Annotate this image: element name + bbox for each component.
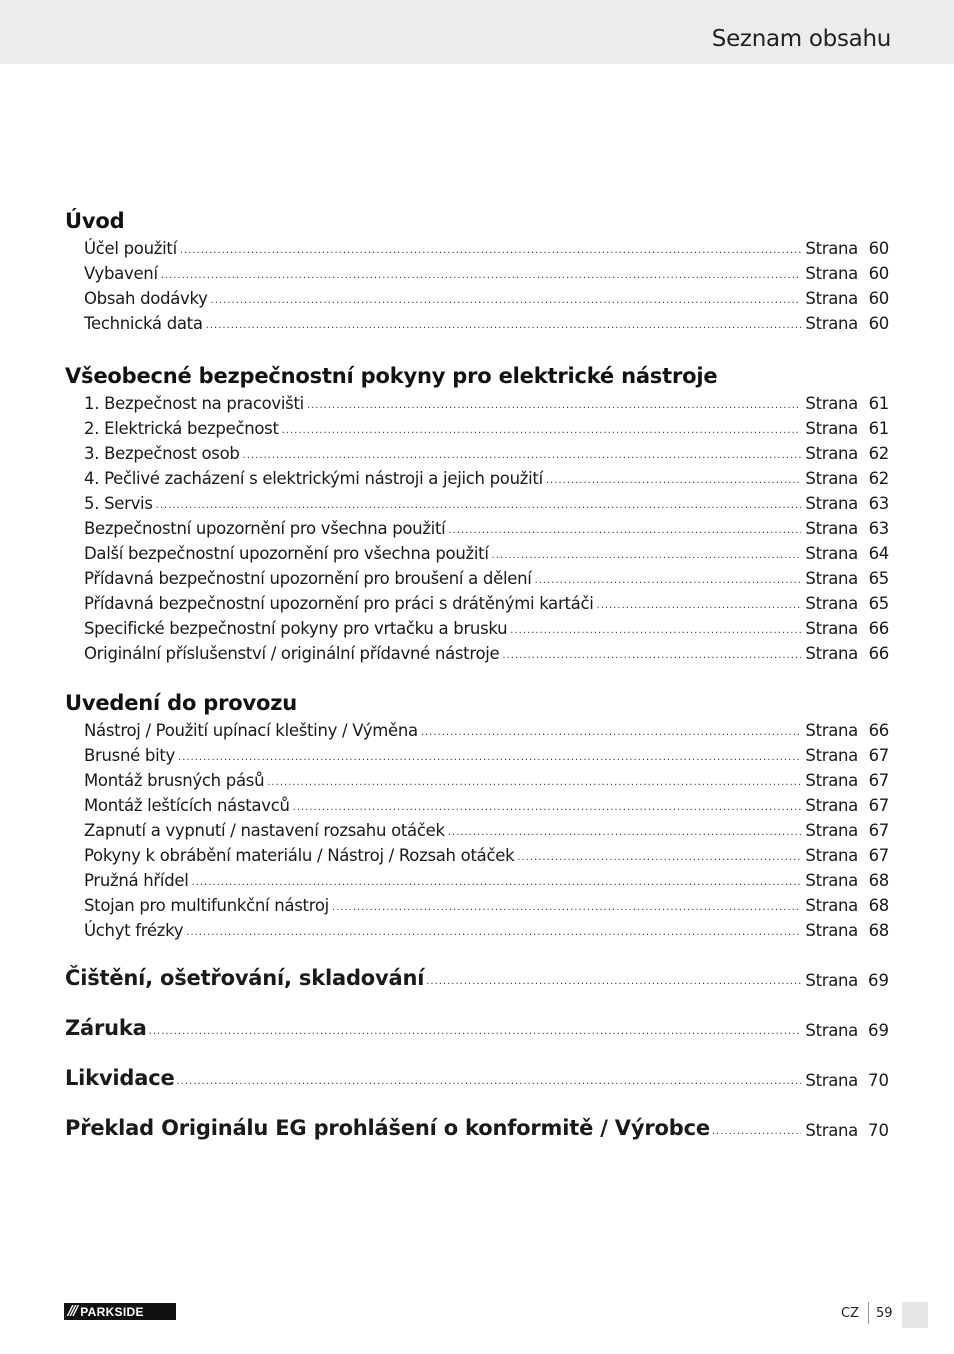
strana-label: Strana	[805, 644, 858, 663]
entry-label: Záruka	[65, 1016, 147, 1040]
toc-major-entry[interactable]	[65, 963, 889, 993]
dot-leader	[156, 496, 802, 516]
toc-entry[interactable]	[65, 566, 889, 591]
toc-entry[interactable]	[65, 466, 889, 491]
entry-label: Čištění, ošetřování, skladování	[65, 966, 425, 990]
dot-leader	[267, 773, 801, 793]
toc-entry[interactable]	[65, 541, 889, 566]
toc-entry[interactable]	[65, 261, 889, 286]
strana-label: Strana	[805, 264, 858, 283]
page-number: 70	[868, 1121, 889, 1140]
entry-label: Účel použití	[84, 239, 177, 258]
entry-label: Pružná hřídel	[84, 871, 189, 890]
page-number: 61	[868, 419, 889, 438]
page-number: 65	[868, 569, 889, 588]
strana-label: Strana	[805, 771, 858, 790]
dot-leader	[712, 1121, 802, 1143]
entry-label: Pokyny k obrábění materiálu / Nástroj / Rozsah otáček	[84, 846, 515, 865]
parkside-logo	[64, 1303, 176, 1320]
page-number: 64	[868, 544, 889, 563]
dot-leader	[177, 1071, 802, 1093]
entry-label: Zapnutí a vypnutí / nastavení rozsahu otáček	[84, 821, 445, 840]
strana-label: Strana	[805, 821, 858, 840]
dot-leader	[448, 823, 802, 843]
footer-divider	[868, 1302, 869, 1324]
dot-leader	[186, 923, 801, 943]
spacer	[65, 336, 889, 361]
toc-entry[interactable]	[65, 918, 889, 943]
toc-entry[interactable]	[65, 416, 889, 441]
entry-label: Přídavná bezpečnostní upozornění pro broušení a dělení	[84, 569, 532, 588]
strana-label: Strana	[805, 746, 858, 765]
entry-label: Úchyt frézky	[84, 921, 184, 940]
page-number: 61	[868, 394, 889, 413]
toc-entry[interactable]	[65, 843, 889, 868]
language-code: CZ	[841, 1306, 859, 1321]
strana-label: Strana	[805, 544, 858, 563]
strana-label: Strana	[805, 394, 858, 413]
entry-label: Specifické bezpečnostní pokyny pro vrtačku a brusku	[84, 619, 508, 638]
page-number: 70	[868, 1071, 889, 1090]
toc-major-entry[interactable]	[65, 1013, 889, 1043]
toc-entry[interactable]	[65, 441, 889, 466]
toc-major-entry[interactable]	[65, 1063, 889, 1093]
toc-entry[interactable]	[65, 616, 889, 641]
dot-leader	[282, 421, 802, 441]
page-number: 69	[868, 1021, 889, 1040]
toc-entry[interactable]	[65, 893, 889, 918]
page-number-footer: 59	[876, 1306, 893, 1321]
toc-entry[interactable]	[65, 718, 889, 743]
toc-entry[interactable]	[65, 491, 889, 516]
section-title: Všeobecné bezpečnostní pokyny pro elektrické nástroje	[65, 364, 718, 388]
strana-label: Strana	[805, 1021, 858, 1040]
page-number: 68	[868, 871, 889, 890]
strana-label: Strana	[805, 469, 858, 488]
entry-label: Obsah dodávky	[84, 289, 208, 308]
entry-label: Bezpečnostní upozornění pro všechna použití	[84, 519, 446, 538]
page-number: 67	[868, 821, 889, 840]
entry-label: 3. Bezpečnost osob	[84, 444, 240, 463]
dot-leader	[293, 798, 802, 818]
entry-label: 1. Bezpečnost na pracovišti	[84, 394, 304, 413]
page-number: 67	[868, 846, 889, 865]
dot-leader	[206, 316, 802, 336]
page-number: 60	[868, 289, 889, 308]
dot-leader	[421, 723, 802, 743]
entry-label: 2. Elektrická bezpečnost	[84, 419, 279, 438]
page-number: 67	[868, 746, 889, 765]
footer-corner-box	[902, 1302, 928, 1328]
page-number: 68	[868, 921, 889, 940]
page-number: 60	[868, 264, 889, 283]
entry-label: Další bezpečnostní upozornění pro všechna použití	[84, 544, 489, 563]
dot-leader	[448, 521, 801, 541]
entry-label: 5. Servis	[84, 494, 153, 513]
strana-label: Strana	[805, 896, 858, 915]
dot-leader	[535, 571, 802, 591]
page-number: 67	[868, 771, 889, 790]
entry-label: Překlad Originálu EG prohlášení o konformitě / Výrobce	[65, 1116, 710, 1140]
toc-section-uvod	[65, 206, 889, 336]
toc-entry[interactable]	[65, 286, 889, 311]
strana-label: Strana	[805, 971, 858, 990]
toc-entry[interactable]	[65, 236, 889, 261]
page-number: 69	[868, 971, 889, 990]
strana-label: Strana	[805, 921, 858, 940]
dot-leader	[192, 873, 802, 893]
strana-label: Strana	[805, 569, 858, 588]
toc-section-bezpecnost	[65, 361, 889, 666]
toc-entry[interactable]	[65, 591, 889, 616]
strana-label: Strana	[805, 721, 858, 740]
strana-label: Strana	[805, 619, 858, 638]
entry-label: Vybavení	[84, 264, 158, 283]
dot-leader	[161, 266, 802, 286]
toc-entry[interactable]	[65, 311, 889, 336]
entry-label: Montáž brusných pásů	[84, 771, 265, 790]
entry-label: 4. Pečlivé zacházení s elektrickými nástroji a jejich použití	[84, 469, 543, 488]
toc-entry[interactable]	[65, 641, 889, 666]
toc-entry[interactable]	[65, 868, 889, 893]
page-number: 62	[868, 444, 889, 463]
strana-label: Strana	[805, 1071, 858, 1090]
page-number: 63	[868, 519, 889, 538]
strana-label: Strana	[805, 594, 858, 613]
entry-label: Likvidace	[65, 1066, 175, 1090]
dot-leader	[492, 546, 802, 566]
dot-leader	[546, 471, 802, 491]
table-of-contents	[65, 206, 889, 1143]
spacer	[65, 666, 889, 688]
strana-label: Strana	[805, 846, 858, 865]
dot-leader	[243, 446, 802, 466]
strana-label: Strana	[805, 871, 858, 890]
strana-label: Strana	[805, 419, 858, 438]
entry-label: Originální příslušenství / originální přídavné nástroje	[84, 644, 500, 663]
entry-label: Přídavná bezpečnostní upozornění pro práci s drátěnými kartáči	[84, 594, 594, 613]
section-title: Uvedení do provozu	[65, 691, 297, 715]
dot-leader	[502, 646, 801, 666]
logo-brand: PARKSIDE	[80, 1304, 144, 1319]
dot-leader	[180, 241, 802, 261]
page-number: 63	[868, 494, 889, 513]
toc-entry[interactable]	[65, 743, 889, 768]
toc-entry[interactable]	[65, 818, 889, 843]
dot-leader	[149, 1021, 802, 1043]
strana-label: Strana	[805, 519, 858, 538]
toc-entry[interactable]	[65, 516, 889, 541]
dot-leader	[426, 971, 801, 993]
dot-leader	[307, 396, 801, 416]
page-number: 60	[868, 239, 889, 258]
strana-label: Strana	[805, 796, 858, 815]
entry-label: Montáž leštících nástavců	[84, 796, 290, 815]
page-number: 65	[868, 594, 889, 613]
page-title: Seznam obsahu	[711, 26, 891, 52]
strana-label: Strana	[805, 239, 858, 258]
entry-label: Stojan pro multifunkční nástroj	[84, 896, 329, 915]
toc-entry[interactable]	[65, 768, 889, 793]
strana-label: Strana	[805, 1121, 858, 1140]
dot-leader	[597, 596, 802, 616]
toc-major-entry[interactable]	[65, 1113, 889, 1143]
page-number: 66	[868, 619, 889, 638]
toc-section-uvedeni	[65, 688, 889, 943]
dot-leader	[517, 848, 801, 868]
toc-entry[interactable]	[65, 391, 889, 416]
strana-label: Strana	[805, 314, 858, 333]
page-number: 66	[868, 644, 889, 663]
page-number: 68	[868, 896, 889, 915]
page-number: 60	[868, 314, 889, 333]
strana-label: Strana	[805, 444, 858, 463]
entry-label: Nástroj / Použití upínací kleštiny / Výměna	[84, 721, 418, 740]
dot-leader	[332, 898, 801, 918]
section-title: Úvod	[65, 209, 125, 233]
strana-label: Strana	[805, 289, 858, 308]
toc-entry[interactable]	[65, 793, 889, 818]
entry-label: Brusné bity	[84, 746, 176, 765]
page-number: 66	[868, 721, 889, 740]
entry-label: Technická data	[84, 314, 203, 333]
dot-leader	[178, 748, 801, 768]
dot-leader	[510, 621, 801, 641]
page-number: 62	[868, 469, 889, 488]
logo-slashes: ///	[68, 1304, 77, 1319]
dot-leader	[211, 291, 802, 311]
page-number: 67	[868, 796, 889, 815]
strana-label: Strana	[805, 494, 858, 513]
